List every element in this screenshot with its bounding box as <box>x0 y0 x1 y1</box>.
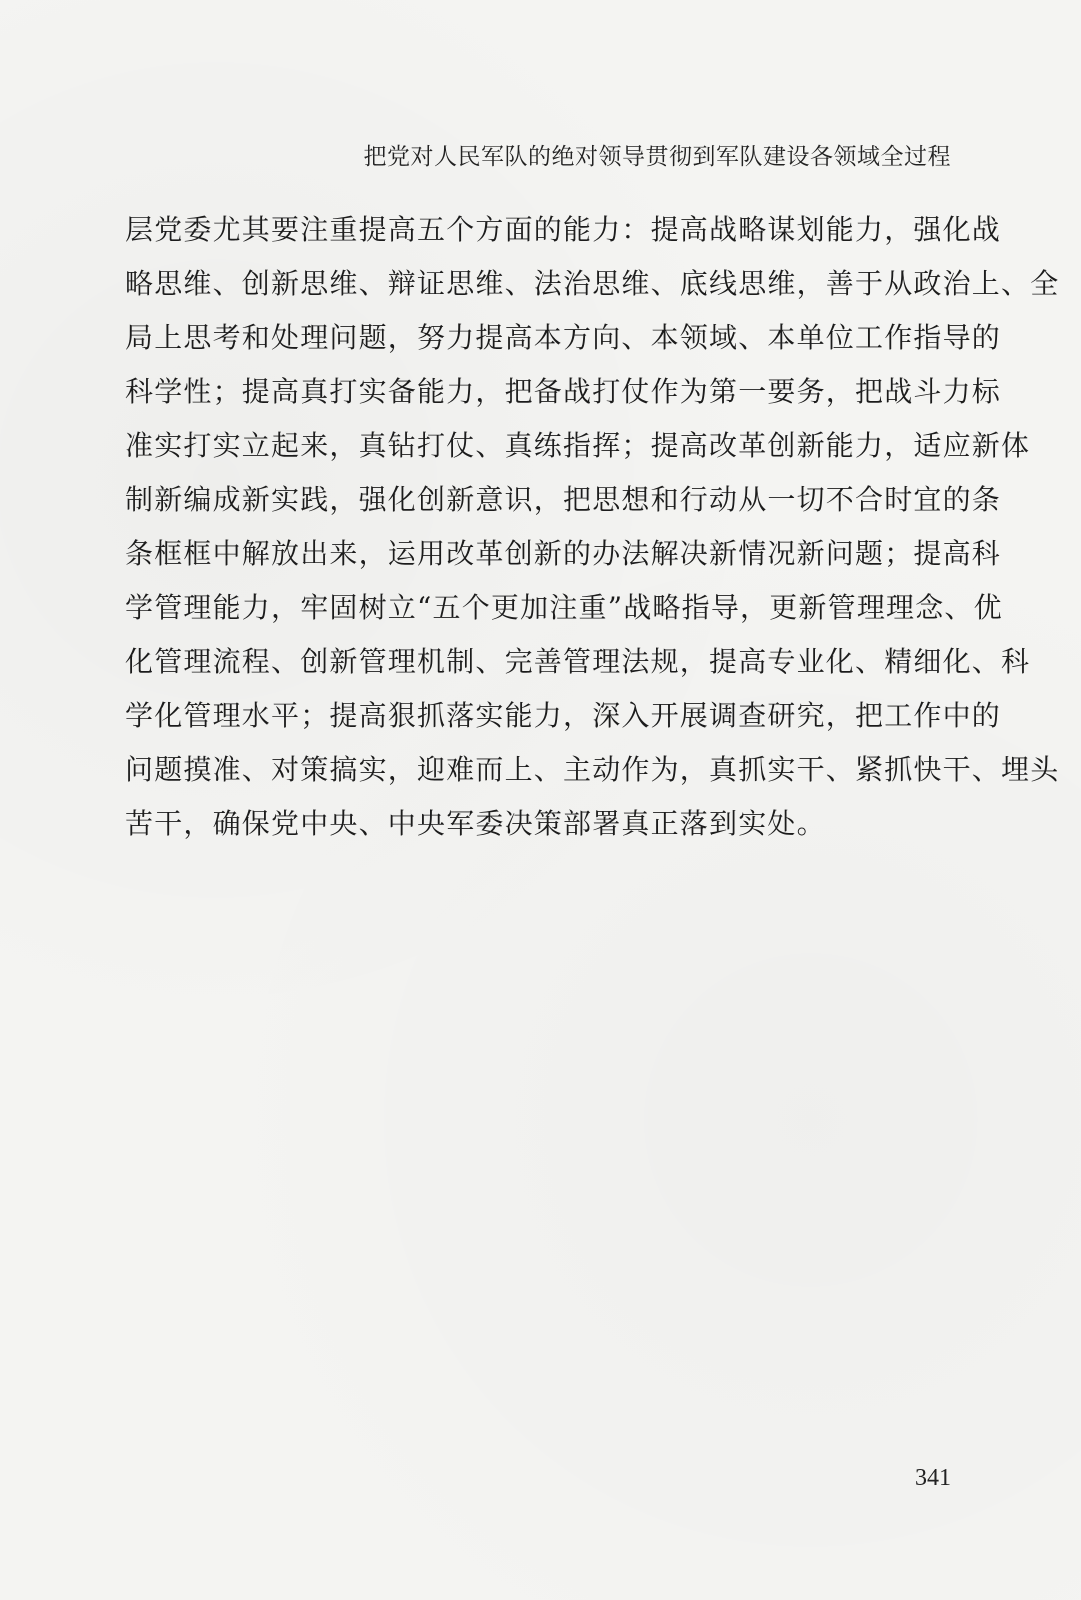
text-line: 化管理流程、创新管理机制、完善管理法规，提高专业化、精细化、科 <box>125 645 1031 678</box>
text-line: 苦干，确保党中央、中央军委决策部署真正落到实处。 <box>125 807 826 840</box>
running-head: 把党对人民军队的绝对领导贯彻到军队建设各领域全过程 <box>363 144 951 170</box>
text-line: 制新编成新实践，强化创新意识，把思想和行动从一切不合时宜的条 <box>125 483 1002 516</box>
text-line: 学化管理水平；提高狠抓落实能力，深入开展调查研究，把工作中的 <box>125 699 1002 732</box>
page-number: 341 <box>915 1465 951 1491</box>
text-line: 条框框中解放出来，运用改革创新的办法解决新情况新问题；提高科 <box>125 537 1002 570</box>
body-paragraph <box>125 203 1060 851</box>
text-line: 问题摸准、对策搞实，迎难而上、主动作为，真抓实干、紧抓快干、埋头 <box>125 753 1060 786</box>
text-line: 准实打实立起来，真钻打仗、真练指挥；提高改革创新能力，适应新体 <box>125 429 1031 462</box>
text-line: 层党委尤其要注重提高五个方面的能力：提高战略谋划能力，强化战 <box>125 213 1002 246</box>
text-line: 局上思考和处理问题，努力提高本方向、本领域、本单位工作指导的 <box>125 321 1002 354</box>
text-line: 科学性；提高真打实备能力，把备战打仗作为第一要务，把战斗力标 <box>125 375 1002 408</box>
text-line: 略思维、创新思维、辩证思维、法治思维、底线思维，善于从政治上、全 <box>125 267 1060 300</box>
text-line: 学管理能力，牢固树立“五个更加注重”战略指导，更新管理理念、优 <box>125 591 1003 624</box>
